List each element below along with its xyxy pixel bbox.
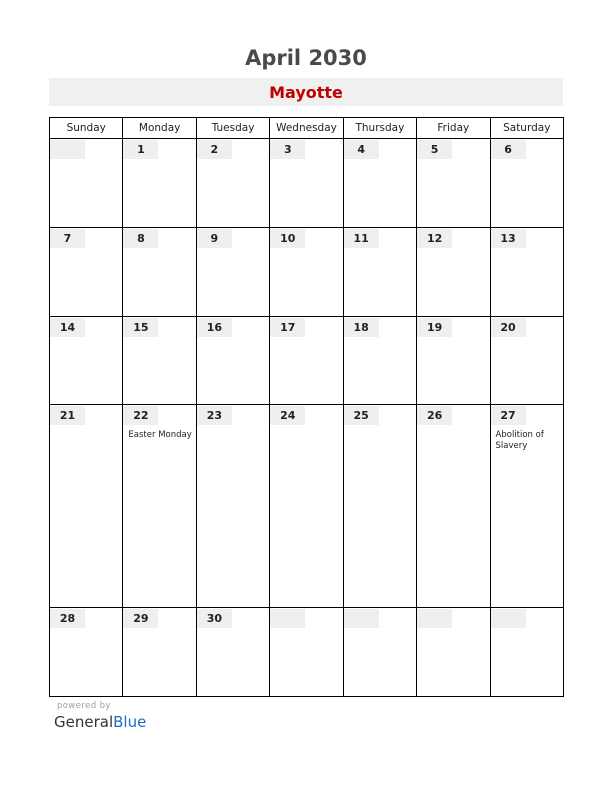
day-cell <box>343 316 416 405</box>
day-number: 22 <box>123 406 158 425</box>
day-cell <box>417 608 490 697</box>
day-cell <box>490 405 563 608</box>
day-cell <box>270 227 343 316</box>
day-cell <box>50 316 123 405</box>
day-cell <box>123 139 196 228</box>
day-cell <box>196 227 269 316</box>
weekday-header: Friday <box>417 118 490 139</box>
day-number: 1 <box>123 140 158 159</box>
day-cell <box>417 139 490 228</box>
day-number: 9 <box>197 229 232 248</box>
calendar-grid <box>49 117 564 697</box>
day-cell <box>196 316 269 405</box>
weekday-header: Thursday <box>343 118 416 139</box>
week-row <box>50 405 564 608</box>
day-cell <box>123 608 196 697</box>
day-cell <box>123 405 196 608</box>
calendar-title: April 2030 <box>245 46 367 70</box>
weekday-header-row <box>50 118 564 139</box>
day-cell <box>490 139 563 228</box>
region-band <box>49 78 563 106</box>
week-row <box>50 139 564 228</box>
day-cell <box>123 316 196 405</box>
day-number: 26 <box>417 406 452 425</box>
day-cell <box>343 139 416 228</box>
day-number: 29 <box>123 609 158 628</box>
day-number: 25 <box>344 406 379 425</box>
weekday-header: Wednesday <box>270 118 343 139</box>
day-number: 15 <box>123 318 158 337</box>
week-row <box>50 227 564 316</box>
day-number: 14 <box>50 318 85 337</box>
week-row <box>50 316 564 405</box>
day-cell <box>490 316 563 405</box>
day-number: 23 <box>197 406 232 425</box>
day-number <box>491 609 526 628</box>
day-number: 13 <box>491 229 526 248</box>
weekday-header: Tuesday <box>196 118 269 139</box>
day-number: 7 <box>50 229 85 248</box>
day-number: 19 <box>417 318 452 337</box>
day-number: 21 <box>50 406 85 425</box>
day-cell <box>417 227 490 316</box>
day-cell <box>50 608 123 697</box>
day-number: 6 <box>491 140 526 159</box>
day-number: 10 <box>270 229 305 248</box>
day-number: 8 <box>123 229 158 248</box>
day-cell <box>50 139 123 228</box>
day-cell <box>417 316 490 405</box>
day-number <box>50 140 85 159</box>
day-number: 17 <box>270 318 305 337</box>
day-number: 24 <box>270 406 305 425</box>
day-cell <box>343 227 416 316</box>
brand-general-text: General <box>54 713 114 731</box>
day-cell <box>50 405 123 608</box>
day-number <box>270 609 305 628</box>
generalblue-logo[interactable] <box>54 713 146 731</box>
region-name: Mayotte <box>269 83 343 102</box>
powered-by-label: powered by <box>57 701 111 711</box>
day-number: 27 <box>491 406 526 425</box>
holiday-label: Easter Monday <box>128 430 192 441</box>
day-cell <box>50 227 123 316</box>
day-number: 16 <box>197 318 232 337</box>
day-number: 12 <box>417 229 452 248</box>
day-number <box>417 609 452 628</box>
weekday-header: Sunday <box>50 118 123 139</box>
weekday-header: Monday <box>123 118 196 139</box>
day-number: 5 <box>417 140 452 159</box>
day-cell <box>270 139 343 228</box>
day-number: 3 <box>270 140 305 159</box>
day-number: 4 <box>344 140 379 159</box>
day-cell <box>270 608 343 697</box>
day-number <box>344 609 379 628</box>
day-cell <box>417 405 490 608</box>
week-row <box>50 608 564 697</box>
day-number: 18 <box>344 318 379 337</box>
day-cell <box>196 608 269 697</box>
day-cell <box>490 608 563 697</box>
day-cell <box>123 227 196 316</box>
day-cell <box>343 405 416 608</box>
day-cell <box>343 608 416 697</box>
day-number: 30 <box>197 609 232 628</box>
day-number: 11 <box>344 229 379 248</box>
day-cell <box>270 316 343 405</box>
holiday-label: Abolition of Slavery <box>495 430 544 452</box>
day-cell <box>196 405 269 608</box>
day-cell <box>490 227 563 316</box>
day-cell <box>196 139 269 228</box>
day-number: 20 <box>491 318 526 337</box>
day-number: 28 <box>50 609 85 628</box>
brand-blue-text: Blue <box>113 713 147 731</box>
day-cell <box>270 405 343 608</box>
day-number: 2 <box>197 140 232 159</box>
weekday-header: Saturday <box>490 118 563 139</box>
